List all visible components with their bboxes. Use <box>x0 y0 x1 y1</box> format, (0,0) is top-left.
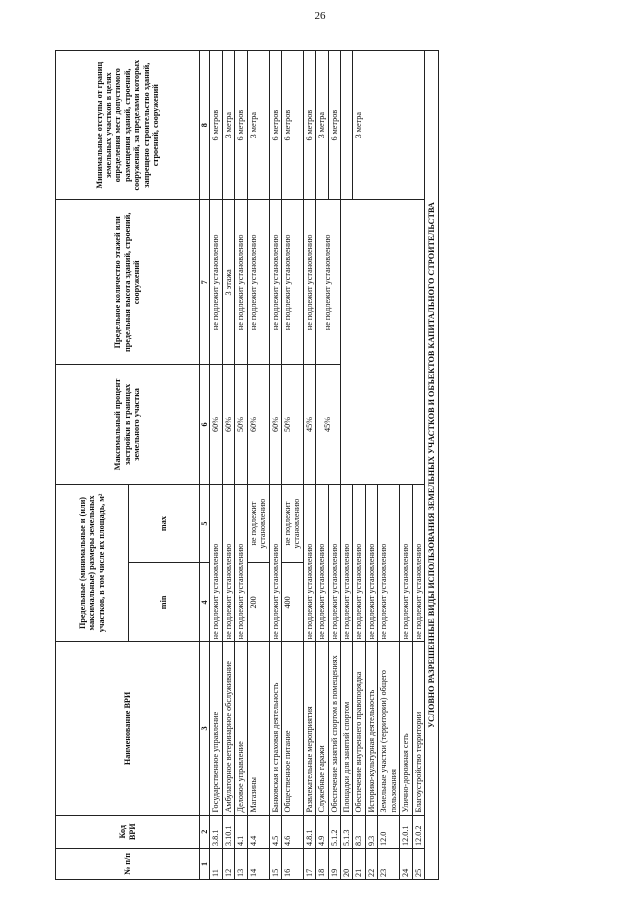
row-code: 8.3 <box>353 815 365 848</box>
row-num: 17 <box>303 848 315 879</box>
row-max: не подлежит установлению <box>281 484 303 563</box>
row-setback: 6 метров <box>281 51 303 200</box>
header-max: max <box>129 484 200 563</box>
row-name: Государственное управление <box>210 642 222 815</box>
row-size-limits: не подлежит установлению <box>303 484 315 642</box>
row-size-limits: не подлежит установлению <box>222 484 234 642</box>
row-name: Обеспечение внутреннего правопорядка <box>353 642 365 815</box>
row-name: Благоустройство территории <box>412 642 424 815</box>
row-num: 22 <box>365 848 377 879</box>
row-floors: не подлежит установлению <box>316 200 341 365</box>
table-wrapper <box>55 50 575 880</box>
row-num: 15 <box>269 848 281 879</box>
row-code: 12.0.1 <box>400 815 412 848</box>
row-floors: не подлежит установлению <box>235 200 247 365</box>
row-size-limits: не подлежит установлению <box>353 484 365 642</box>
header-setback: Минимальные отступы от границ земельных участков в целях определения мест допустимого размещения зданий, строений, сооружений, за пределами которых запрещено строительство зданий, строений, сооружений <box>56 51 200 200</box>
row-num: 19 <box>328 848 340 879</box>
row-num: 13 <box>235 848 247 879</box>
row-size-limits: не подлежит установлению <box>235 484 247 642</box>
row-size-limits: не подлежит установлению <box>316 484 328 642</box>
row-code: 12.0 <box>378 815 400 848</box>
row-percent: 60% <box>269 365 281 484</box>
row-num: 23 <box>378 848 400 879</box>
row-name: Магазины <box>247 642 269 815</box>
row-min: 400 <box>281 563 303 642</box>
row-size-limits: не подлежит установлению <box>378 484 400 642</box>
header-num: № п/п <box>56 848 200 879</box>
rotated-table-area <box>55 50 575 880</box>
row-code: 5.1.3 <box>341 815 353 848</box>
colnum-3: 3 <box>200 642 210 815</box>
table-row <box>247 51 269 880</box>
row-size-limits: не подлежит установлению <box>341 484 353 642</box>
row-name: Площадки для занятий спортом <box>341 642 353 815</box>
row-num: 11 <box>210 848 222 879</box>
row-floors: 3 этажа <box>222 200 234 365</box>
row-floors: не подлежит установлению <box>247 200 269 365</box>
row-floors: не подлежит установлению <box>269 200 281 365</box>
row-percent: 50% <box>281 365 303 484</box>
row-floors: не подлежит установлению <box>281 200 303 365</box>
row-name: Банковская и страховая деятельность <box>269 642 281 815</box>
row-setback: 6 метров <box>235 51 247 200</box>
row-code: 5.1.2 <box>328 815 340 848</box>
row-floors: не подлежит установлению <box>210 200 222 365</box>
row-setback: 6 метров <box>303 51 315 200</box>
row-name: Историко-культурная деятельность <box>365 642 377 815</box>
table-row <box>303 51 315 880</box>
empty-cell <box>341 200 425 484</box>
row-percent: 60% <box>210 365 222 484</box>
row-code: 4.8.1 <box>303 815 315 848</box>
table-row <box>210 51 222 880</box>
row-name: Служебные гаражи <box>316 642 328 815</box>
row-max: не подлежит установлению <box>247 484 269 563</box>
header-code: Код ВРИ <box>56 815 200 848</box>
row-name: Деловое управление <box>235 642 247 815</box>
column-numbers-row <box>200 51 210 880</box>
colnum-8: 8 <box>200 51 210 200</box>
row-num: 20 <box>341 848 353 879</box>
row-name: Улично-дорожная сеть <box>400 642 412 815</box>
page-number: 26 <box>314 10 326 22</box>
row-code: 3.10.1 <box>222 815 234 848</box>
row-percent: 60% <box>247 365 269 484</box>
row-num: 16 <box>281 848 303 879</box>
row-size-limits: не подлежит установлению <box>269 484 281 642</box>
row-num: 12 <box>222 848 234 879</box>
row-code: 4.9 <box>316 815 328 848</box>
row-code: 9.3 <box>365 815 377 848</box>
row-code: 4.6 <box>281 815 303 848</box>
row-size-limits: не подлежит установлению <box>210 484 222 642</box>
row-percent: 45% <box>316 365 341 484</box>
table-row <box>269 51 281 880</box>
colnum-5: 5 <box>200 484 210 563</box>
row-percent: 50% <box>235 365 247 484</box>
row-code: 3.8.1 <box>210 815 222 848</box>
header-percent: Максимальный процент застройки в границах земельного участка <box>56 365 200 484</box>
colnum-7: 7 <box>200 200 210 365</box>
row-percent: 45% <box>303 365 315 484</box>
row-setback <box>341 51 353 200</box>
row-setback: 3 метра <box>222 51 234 200</box>
footer-row <box>425 51 439 880</box>
colnum-6: 6 <box>200 365 210 484</box>
row-floors: не подлежит установлению <box>303 200 315 365</box>
row-setback: 3 метра <box>353 51 425 200</box>
header-floors: Предельное количество этажей или предельная высота зданий, строений, сооружений <box>56 200 200 365</box>
section-title: УСЛОВНО РАЗРЕШЕННЫЕ ВИДЫ ИСПОЛЬЗОВАНИЯ ЗЕМЕЛЬНЫХ УЧАСТКОВ И ОБЪЕКТОВ КАПИТАЛЬНОГО СТРОИТЕЛЬСТВА <box>425 51 439 880</box>
colnum-2: 2 <box>200 815 210 848</box>
row-num: 24 <box>400 848 412 879</box>
row-setback: 6 метров <box>210 51 222 200</box>
header-size-limits: Предельные (минимальные и (или) максимальные) размеры земельных участков, в том числе их площадь, м² <box>56 484 129 642</box>
row-name: Обеспечение занятий спортом в помещениях <box>328 642 340 815</box>
row-name: Амбулаторное ветеринарное обслуживание <box>222 642 234 815</box>
row-size-limits: не подлежит установлению <box>400 484 412 642</box>
header-name: Наименование ВРИ <box>56 642 200 815</box>
row-code: 12.0.2 <box>412 815 424 848</box>
row-num: 25 <box>412 848 424 879</box>
row-num: 14 <box>247 848 269 879</box>
row-min: 200 <box>247 563 269 642</box>
row-num: 18 <box>316 848 328 879</box>
colnum-1: 1 <box>200 848 210 879</box>
row-setback: 6 метров <box>269 51 281 200</box>
row-code: 4.4 <box>247 815 269 848</box>
row-num: 21 <box>353 848 365 879</box>
header-row <box>56 51 129 880</box>
row-size-limits: не подлежит установлению <box>412 484 424 642</box>
table-row <box>222 51 234 880</box>
table-row <box>235 51 247 880</box>
table-row <box>341 51 353 880</box>
row-name: Земельные участки (территории) общего пользования <box>378 642 400 815</box>
row-size-limits: не подлежит установлению <box>328 484 340 642</box>
header-min: min <box>129 563 200 642</box>
row-size-limits: не подлежит установлению <box>365 484 377 642</box>
table-row <box>281 51 303 880</box>
row-name: Развлекательные мероприятия <box>303 642 315 815</box>
row-code: 4.5 <box>269 815 281 848</box>
row-setback: 3 метра <box>316 51 328 200</box>
row-code: 4.1 <box>235 815 247 848</box>
regulations-table <box>55 50 439 880</box>
colnum-4: 4 <box>200 563 210 642</box>
row-setback: 3 метра <box>247 51 269 200</box>
table-row <box>316 51 328 880</box>
row-setback: 6 метров <box>328 51 340 200</box>
row-percent: 60% <box>222 365 234 484</box>
row-name: Общественное питание <box>281 642 303 815</box>
